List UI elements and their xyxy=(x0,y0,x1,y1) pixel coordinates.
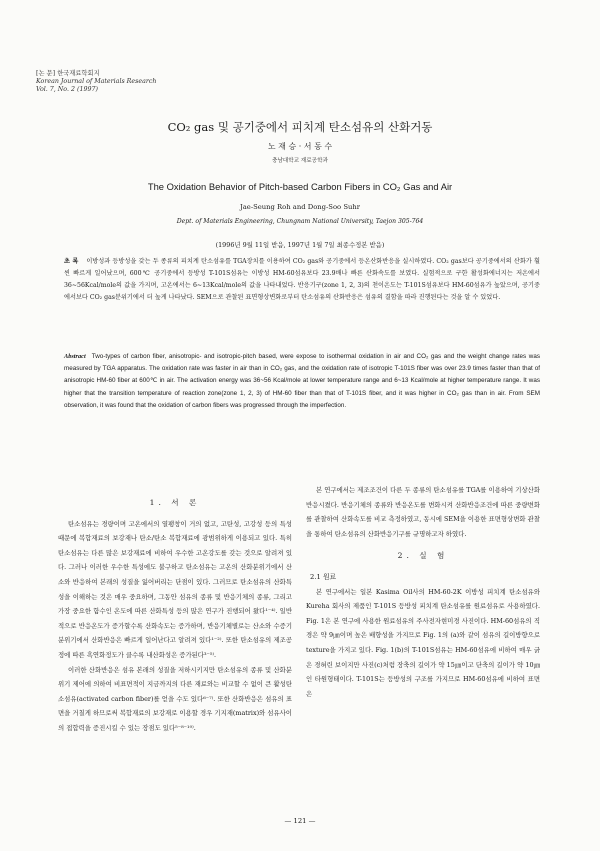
intro-paragraph-1: 탄소섬유는 경량이며 고온에서의 열팽창이 거의 없고, 고탄성, 고강성 등의 특성 때문에 복합재료의 보강재나 탄소/탄소 복합재료에 광범위하게 이용되고 있다. 특히 탄소섬유는 다른 많은 보강재료에 비하여 우수한 고온강도를 갖는 것으로 알려져 있다. 그러나 이러한 우수한 특성에도 불구하고 탄소섬유는 고온의 산화분위기에서 산소와 반응하여 본래의 성질을 잃어버리는 단점이 있다. 그러므로 탄소섬유의 산화특성을 이해하는 것은 매우 중요하며, 그동안 섬유의 종류 및 반응기체의 종류, 그리고 가장 중요한 함수인 온도에 따른 산화특성 등의 많은 연구가 진행되어 왔다¹⁻⁴⁾. 일반적으로 반응온도가 증가할수록 산화속도는 증가하며, 반응기체별로는 산소와 수증기분위기에서 산화반응은 빠르게 일어난다고 알려져 있다¹⁻²⁾. 또한 탄소섬유의 제조공정에 따른 흑연화정도가 클수록 내산화성은 증가된다³⁻⁵⁾. xyxy=(58,519,292,659)
page-number: — 121 — xyxy=(284,817,316,825)
journal-name-en: Korean Journal of Materials Research xyxy=(36,78,157,85)
journal-volume: Vol. 7, No. 2 (1997) xyxy=(36,86,98,93)
journal-header xyxy=(36,70,156,94)
paper-title-ko: CO₂ gas 및 공기중에서 피치계 탄소섬유의 산화거동 xyxy=(167,120,433,134)
section-heading-experiment: 2. 실 험 xyxy=(397,551,449,561)
affiliation-en: Dept. of Materials Engineering, Chungnam National University, Taejon 305-764 xyxy=(176,218,424,225)
abstract-en-label: Abstract xyxy=(64,353,86,360)
abstract-ko xyxy=(64,256,540,304)
abstract-en-text: Two-types of carbon fiber, anisotropic- and isotropic-pitch based, were expose to isothermal oxidation in air and CO₂ gas and the weight change rates was measured by TGA apparatus. The oxidation rate was faster in air than in CO₂ gas, and the oxidation rate of isotropic T-101S fiber was over 23.9 times faster than that of anisotropic HM-60 fiber at 600℃ in air. The activation energy was 36~56 Kcal/mole at lower temperature range and 6~13 Kcal/mole at higher temperature range. It was higher that the transition temperature of reaction zone(zone 1, 2, 3) of HM-60 fiber than that of T-101S fiber, and it was higher in CO₂ gas than in air. From SEM observation, it was found that the oxidation of carbon fibers was progressed through the imperfection. xyxy=(64,353,540,409)
abstract-ko-label: 초 록 xyxy=(64,258,79,265)
paper-title-en: The Oxidation Behavior of Pitch-based Carbon Fibers in CO₂ Gas and Air xyxy=(147,181,453,192)
intro-paragraph-3: 본 연구에서는 제조조건이 다른 두 종류의 탄소섬유를 TGA를 이용하여 기상산화반응시켰다. 반응기체의 종류와 반응온도를 변화시켜 산화반응조건에 따른 중량변화를 관찰하여 산화속도를 비교 측정하였고, 동시에 SEM을 이용한 표면형상변화 관찰을 통하여 탄소섬유의 산화반응기구를 규명하고자 하였다. xyxy=(306,486,540,538)
right-column xyxy=(306,469,540,701)
affiliation-ko: 충남대학교 재료공학과 xyxy=(272,158,328,164)
journal-name-ko: [논 문] 한국재료학회지 xyxy=(36,70,100,77)
intro-paragraph-2: 이러한 산화반응은 섬유 본래의 성질을 저하시키지만 탄소섬유의 종류 및 산화분위기 제어에 의하여 비표면적이 지금까지의 다른 재료와는 비교할 수 없이 큰 활성탄소섬유(activated carbon fiber)를 얻을 수도 있다⁶⁻⁷⁾. 또한 산화반응은 섬유의 표면을 거칠게 하므로써 복합재료의 보강재로 이용할 경우 기지재(matrix)와 섬유사이의 접합력을 증진시킬 수 있는 장점도 있다⁵⁻⁸⁻¹⁰⁾. xyxy=(58,665,292,732)
section-heading-introduction: 1. 서 론 xyxy=(149,498,201,507)
abstract-ko-text: 이방성과 등방성을 갖는 두 종류의 피치계 탄소섬유를 TGA장치를 이용하여 CO₂ gas와 공기중에서 등온산화반응을 실시하였다. CO₂ gas보다 공기중에서의 산화가 훨씬 빠르게 일어났으며, 600℃ 공기중에서 등방성 T-101S섬유는 이방성 HM-60섬유보다 23.9배나 빠른 산화속도를 보였다. 실험적으로 구한 활성화에너지는 저온에서 36~56Kcal/mole의 값을 가지며, 고온에서는 6~13Kcal/mole의 값을 나타내었다. 반응기구(zone 1, 2, 3)의 천이온도는 T-101S섬유보다 HM-60섬유가 높았으며, 공기중에서보다 CO₂ gas분위기에서 더 높게 나타났다. SEM으로 관찰된 표면형상변화로부터 탄소섬유의 산화반응은 섬유의 결함을 따라 진행된다는 것을 알 수 있었다. xyxy=(64,258,541,301)
authors-en: Jae-Seung Roh and Dong-Soo Suhr xyxy=(240,203,360,211)
experiment-paragraph-1: 본 연구에서는 일본 Kasima Oil사의 HM-60-2K 이방성 피치계 탄소섬유와 Kureha 회사의 제품인 T-101S 등방성 피치계 탄소섬유를 원료섬유로 사용하였다. Fig. 1은 본 연구에 사용한 원료섬유의 주사전자현미경 사진이다. HM-60섬유의 직경은 약 9㎛이며 높은 배향성을 가지므로 Fig. 1의 (a)와 같이 섬유의 길이방향으로 texture을 가지고 있다. Fig. 1(b)의 T-101S섬유는 HM-60섬유에 비하여 매우 긁은 경혀린 보이지만 사진(c)처럼 장축의 길이가 약 15㎛이고 단축의 길이가 약 10㎛인 타원형태이다. T-101S는 등방성의 구조를 가지므로 HM-60섬유에 비하여 표면은 xyxy=(306,587,540,698)
abstract-en xyxy=(64,351,540,412)
subsection-heading-materials: 2.1 원료 xyxy=(310,572,337,581)
left-column xyxy=(58,494,292,736)
received-dates: (1996년 9월 11일 받음, 1997년 1월 7일 최종수정본 받음) xyxy=(215,241,385,249)
authors-ko: 노 재 승 · 서 동 수 xyxy=(267,142,333,151)
